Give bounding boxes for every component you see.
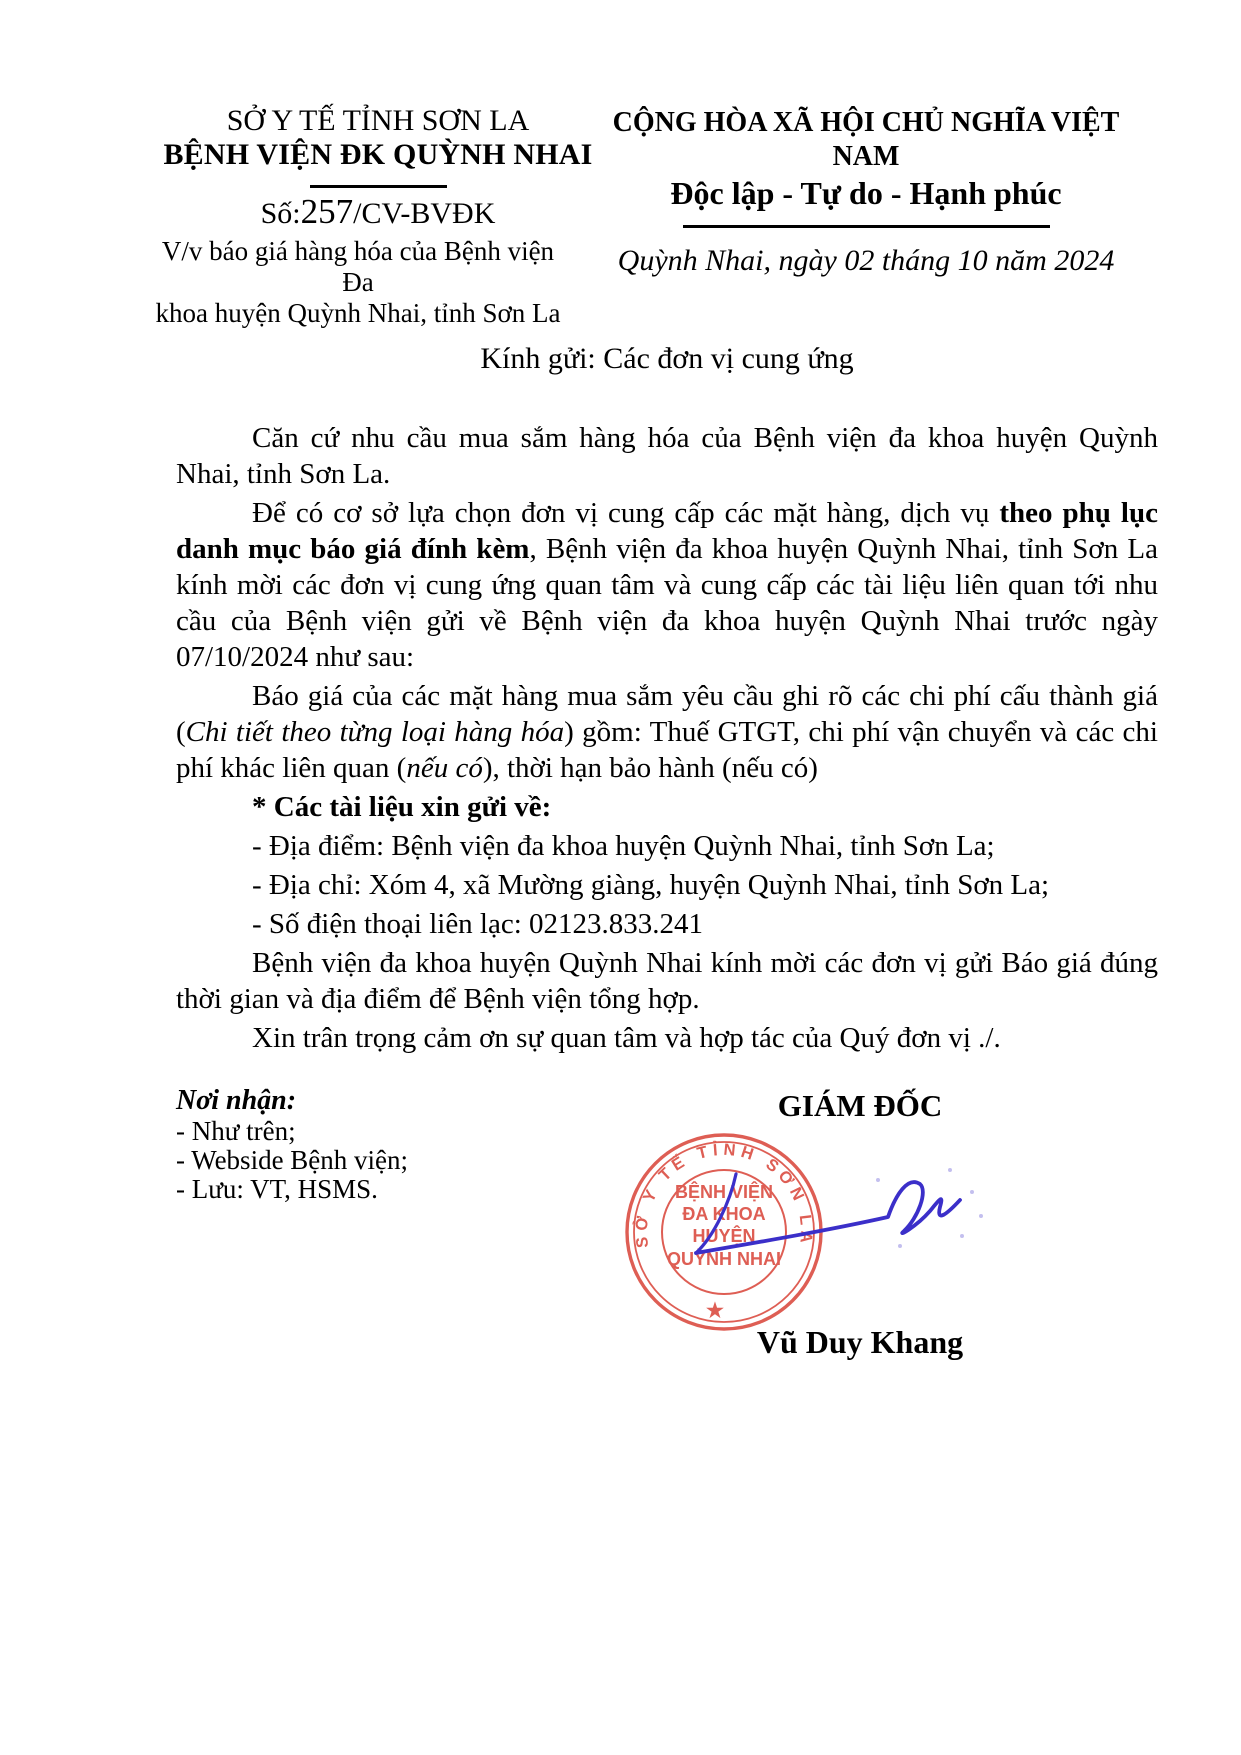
subject-line-1: V/v báo giá hàng hóa của Bệnh viện Đa xyxy=(161,236,555,297)
list-item-location: - Địa điểm: Bệnh viện đa khoa huyện Quỳnh Nhai, tỉnh Sơn La; xyxy=(252,830,995,862)
paragraph-line xyxy=(176,495,1158,531)
salutation-line: Kính gửi: Các đơn vị cung ứng xyxy=(480,342,854,375)
document-number-suffix: /CV-BVĐK xyxy=(353,197,496,230)
text-segment-italic: Chi tiết theo từng loại hàng hóa xyxy=(185,716,565,748)
recipients-block xyxy=(176,1085,408,1204)
signer-name: Vũ Duy Khang xyxy=(756,1324,964,1360)
text-segment: ), thời hạn bảo hành (nếu có) xyxy=(482,752,818,784)
paragraph-line: Báo giá của các mặt hàng mua sắm yêu cầu ghi rõ các chi phí cấu thành giá xyxy=(252,680,1158,712)
list-item-address: - Địa chỉ: Xóm 4, xã Mường giàng, huyện Quỳnh Nhai, tỉnh Sơn La; xyxy=(252,869,1050,901)
document-subject xyxy=(148,236,568,329)
stamp-line-1: BỆNH VIỆN xyxy=(674,1182,774,1202)
closing-line: Xin trân trọng cảm ơn sự quan tâm và hợp tác của Quý đơn vị ./. xyxy=(252,1022,1001,1054)
paragraph-line xyxy=(176,750,1158,786)
document-number-label: Số: xyxy=(260,197,301,230)
stamp-line-4: QUỲNH NHAI xyxy=(666,1249,782,1269)
text-segment: ( xyxy=(176,716,186,748)
org-name: BỆNH VIỆN ĐK QUỲNH NHAI xyxy=(163,138,593,171)
signature-graphic xyxy=(650,1150,990,1270)
text-segment-bold: theo phụ lục xyxy=(999,497,1158,529)
signer-title: GIÁM ĐỐC xyxy=(777,1088,943,1123)
text-segment-italic: nếu có xyxy=(406,752,483,784)
text-segment: ) gồm: Thuế GTGT, chi phí vận chuyển và các chi xyxy=(564,716,1158,748)
paragraph-line: thời gian và địa điểm để Bệnh viện tổng hợp. xyxy=(176,983,700,1015)
place-and-date: Quỳnh Nhai, ngày 02 tháng 10 năm 2024 xyxy=(617,244,1115,277)
subject-line-2: khoa huyện Quỳnh Nhai, tỉnh Sơn La xyxy=(155,298,561,328)
document-number-line xyxy=(148,192,608,234)
text-segment: phí khác liên quan ( xyxy=(176,752,407,784)
handwritten-signature xyxy=(650,1150,990,1270)
recipients-label: Nơi nhận: xyxy=(176,1085,297,1116)
stamp-line-2: ĐA KHOA xyxy=(682,1204,766,1224)
text-segment: , Bệnh viện đa khoa huyện Quỳnh Nhai, tỉnh Sơn La xyxy=(529,533,1158,565)
national-motto-line-2: Độc lập - Tự do - Hạnh phúc xyxy=(670,175,1062,211)
star-icon: ★ xyxy=(706,1300,724,1322)
letter-body xyxy=(176,420,1158,1056)
stamp-line-3: HUYỆN xyxy=(692,1226,756,1246)
paragraph-line: 07/10/2024 như sau: xyxy=(176,641,415,673)
paragraph-line: Căn cứ nhu cầu mua sắm hàng hóa của Bệnh viện đa khoa huyện Quỳnh xyxy=(252,422,1158,454)
paragraph-line xyxy=(176,531,1158,567)
paragraph-line: Nhai, tỉnh Sơn La. xyxy=(176,458,391,490)
paragraph-line: cầu của Bệnh viện gửi về Bệnh viện đa khoa huyện Quỳnh Nhai trước ngày xyxy=(176,605,1158,637)
paragraph-line xyxy=(176,714,1158,750)
stamp-ring-text: SỞ Y TẾ TỈNH SƠN LA xyxy=(632,1140,816,1249)
paragraph-line: Bệnh viện đa khoa huyện Quỳnh Nhai kính mời các đơn vị gửi Báo giá đúng xyxy=(252,947,1158,979)
document-number: 257 xyxy=(300,192,354,231)
recipient-item: - Lưu: VT, HSMS. xyxy=(176,1174,378,1204)
recipient-item: - Webside Bệnh viện; xyxy=(176,1145,409,1175)
text-segment-bold: danh mục báo giá đính kèm xyxy=(176,533,530,565)
signature-stroke xyxy=(696,1168,983,1253)
recipient-item: - Như trên; xyxy=(176,1116,296,1146)
documents-heading: * Các tài liệu xin gửi về: xyxy=(252,791,552,823)
org-underline xyxy=(310,185,447,188)
issuing-org-block xyxy=(148,104,608,329)
motto-underline xyxy=(683,225,1050,228)
paragraph-line: kính mời các đơn vị cung ứng quan tâm và cung cấp các tài liệu liên quan tới nhu xyxy=(176,569,1158,601)
national-motto-line-1: CỘNG HÒA XÃ HỘI CHỦ NGHĨA VIỆT NAM xyxy=(612,107,1120,172)
parent-org-name: SỞ Y TẾ TỈNH SƠN LA xyxy=(226,104,530,137)
text-segment: Để có cơ sở lựa chọn đơn vị cung cấp các mặt hàng, dịch vụ xyxy=(252,497,1000,529)
list-item-phone: - Số điện thoại liên lạc: 02123.833.241 xyxy=(252,908,704,940)
national-heading-block xyxy=(586,106,1146,278)
